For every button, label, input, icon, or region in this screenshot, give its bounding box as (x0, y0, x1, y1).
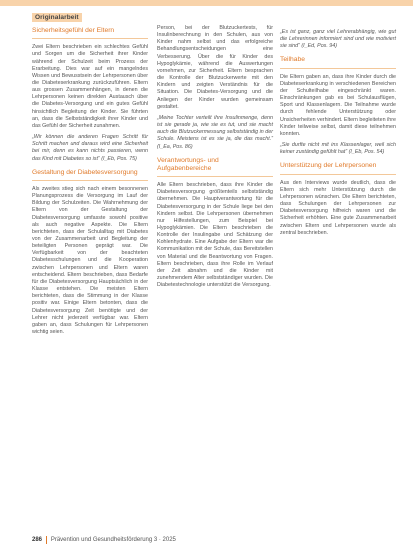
body-paragraph: Als zweites stieg sich nach einem besonnenen Planungsprozess die Versorgung im Lauf der Bildung der Schulzeiten. Die Wahrnehmung der Eltern von der Gestaltung der Diabetesversorgung umfasste sowohl positive als auch negative Aspekte. Die Eltern berichteten, dass der Schulalltag mit Diabetes von der Zusammenarbeit und Begleitung der beteiligten Personen geprägt war. Die Verfügbarkeit von der beachteten Diabetesschulungen und die Kooperation zwischen Lehrpersonen und Eltern waren entscheidend. Eltern beschrieben, dass Bedarfe für die Diabetesversorgung Hauptsächlich in der Klasse entstehen. Die meisten Eltern berichteten, dass die Stimmung in der Klasse positiv war. Einige Eltern betonten, dass die Diabetesversorgung Zeit benötigte und der Lehrer nicht jederzeit verfügbar war. Eltern gaben an, dass Schulungen für Lehrpersonen wichtig seien. (32, 185, 148, 336)
column-middle (157, 25, 273, 289)
section-heading: Gestaltung der Diabetesversorgung (32, 169, 148, 181)
section-heading: Verantwortungs- und Aufgabenbereiche (157, 157, 273, 177)
section-heading: Teilhabe (280, 56, 396, 68)
body-paragraph: Alle Eltern beschrieben, dass ihre Kinder die Diabetesversorgung größtenteils selbstständig übernehmen. Die Hauptverantwortung für die Diabetesversorgung in der Schule liege bei den Kindern selbst. Die Lehrpersonen übernehmen nur Hilfestellungen, zum Beispiel bei Hypoglykämien. Die Eltern beschrieben die Kontrolle der Insulingabe und Schätzung der Kohlenhydrate. Eine Aufgabe der Eltern war die Kommunikation mit der Schule, das Bereitstellen von Material und die Beantwortung von Fragen. Eltern beschrieben, dass ihre Rolle im Verlauf der Zeit abnahm und die Kinder mit zunehmendem Alter selbstständiger wurden. Die Diabetestechnologie unterstützt die Versorgung. (157, 182, 273, 289)
page-footer (32, 536, 176, 544)
footer-divider (46, 536, 47, 544)
interview-quote: „Es ist ganz, ganz viel Lehrerabhängig, wie gut die Lehrerinnen informiert sind und wie motiviert sie sind“ (I_Ed, Pos. 94) (280, 29, 396, 50)
journal-name: Prävention und Gesundheitsförderung 3 · 2025 (50, 537, 176, 543)
column-left (32, 25, 148, 336)
interview-quote: „Wir können die anderen Fragen Schritt für Schritt machen und daraus wird eine Sicherheit bei mir, denn es kann nichts passieren, wenn das Kind mit Diabetes so ist“ (I_Eb, Pos. 75) (32, 134, 148, 162)
column-right (280, 25, 396, 237)
body-paragraph: Aus den Interviews wurde deutlich, dass die Eltern sich mehr Unterstützung durch die Lehrpersonen wünschen. Die Eltern berichteten, dass Schulungen der Lehrpersonen zur Diabetesversorgung hilfreich waren und die Sicherheit erhöhten. Eine gute Zusammenarbeit zwischen Eltern und Lehrpersonen wurde als zentral beschrieben. (280, 179, 396, 236)
top-color-bar (0, 0, 413, 6)
body-paragraph: Person, bei der Blutzuckertests, für Insulinberechnung in den Schulen, aus von Kinder nahm selbst und das erfolgreiche Behandlungsentscheidungen eine Verbesserung. Über die für Kinder des Hypoglykämie, während die Auswertungen vornehmen, zur Sicherheit. Eltern besprachen die Kontrolle der Blutzuckerwerte mit den Kindern und zeigten Verständnis für die Situation. Die Diabetes-Versorgung und die Anliegen der Kinder wurden gemeinsam gestaltet. (157, 25, 273, 110)
section-badge: Originalarbeit (32, 13, 82, 22)
body-paragraph: Die Eltern gaben an, dass ihre Kinder durch die Diabeteserkrankung in verschiedenen Bereichen der Schulteilhabe eingeschränkt waren. Einschränkungen gab es bei Schulausflügen, Sport und Klassenlagern. Die Teilnahme wurde durch fehlende Unterstützung oder Unsicherheiten verhindert. Eltern begleiteten ihre Kinder teilweise selbst, damit diese teilnehmen konnten. (280, 73, 396, 137)
interview-quote: „Sie durfte nicht mit ins Klassenlager, weil sich keiner zuständig gefühlt hat“ (I_Eb, Pos. 54) (280, 142, 396, 156)
body-paragraph: Zwei Eltern beschrieben ein schlechtes Gefühl und Sorgen um die Sicherheit ihrer Kinder während der Schulzeit beim Prozess der Erarbeitung. Dies war auf ein mangelndes Wissen und Bewusstsein der Lehrpersonen über die Diabeteserkrankung zurückzuführen. Eltern aus grossen Zusammenhängen, in denen die Lehrpersonen keinen direkten Austausch über die Diabetes-Versorgung und ein gutes Gefühl hinsichtlich Begleitung der Kinder. Sie führten an, dass die Selbstständigkeit ihrer Kinder und das Gefühl der Sicherheit zunahmen. (32, 44, 148, 129)
interview-quote: „Meine Tochter verteilt ihre Insulinmenge, denn ist sie gerade ja, wie sie es tut, und sie macht auch die Blutzuckermessung selbstständig in der Schule. Meistens ist es sie ja, die das macht.“ (I_Ea, Pos. 86) (157, 114, 273, 150)
section-heading: Unterstützung der Lehrpersonen (280, 162, 396, 174)
section-heading: Sicherheitsgefühl der Eltern (32, 27, 148, 39)
page-number: 286 (32, 537, 43, 543)
